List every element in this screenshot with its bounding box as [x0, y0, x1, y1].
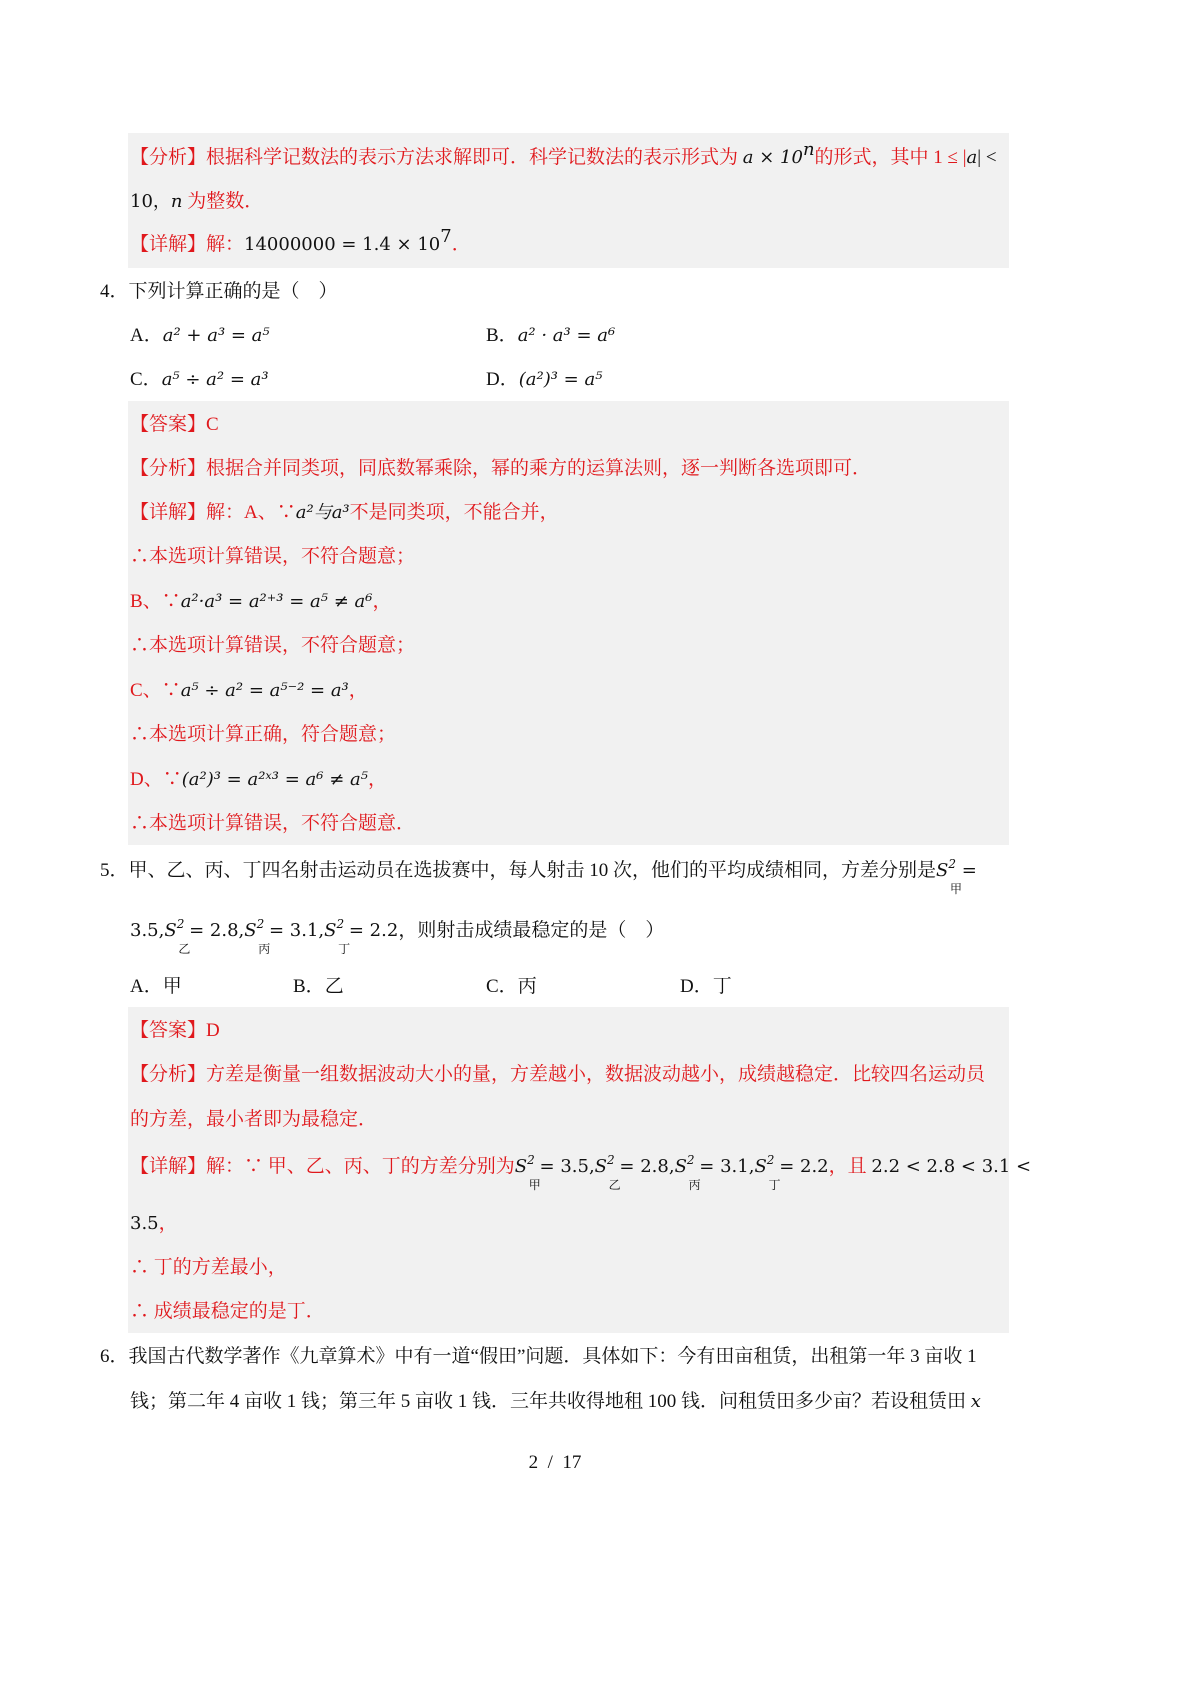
q3-analysis-line1: 【分析】根据科学记数法的表示方法求解即可．科学记数法的表示形式为 $a \times 10^n$的形式，其中 1 ≤ |a| < — [130, 139, 997, 168]
q5-option-d: D．丁 — [680, 976, 732, 997]
detail-label: 【详解】 — [130, 234, 207, 255]
q5-analysis-line2: 的方差，最小者即为最稳定． — [130, 1109, 378, 1130]
q5-stem-line2: $3.5,S^2$ 乙 = $2.8,S^2$ 丙 = $3.1,S^2$ 丁 = 2.2，则射击成绩最稳定的是（ ） — [130, 917, 665, 956]
q4-option-d: D．(a²)³ = a⁵ — [486, 369, 603, 390]
q5-analysis-line1: 【分析】方差是衡量一组数据波动大小的量，方差越小，数据波动越小，成绩越稳定．比较四名运动员 — [130, 1064, 986, 1085]
q5-conclusion1: ∴ 丁的方差最小， — [130, 1257, 287, 1278]
q5-stem-line1: 5．甲、乙、丙、丁四名射击运动员在选拔赛中，每人射击 10 次，他们的平均成绩相同，方差分别是$S^2$ 甲 = — [100, 857, 977, 896]
question-number: 4． — [100, 281, 129, 302]
q4-stem: 4．下列计算正确的是（ ） — [100, 281, 338, 302]
q4-detail-line-6: ∴本选项计算正确，符合题意； — [130, 724, 397, 745]
q3-analysis-line2: 10，n 为整数． — [130, 191, 264, 212]
q5-detail-line1: 【详解】解：∵ 甲、乙、丙、丁的方差分别为$S^2$ 甲 = $3.5,S^2$ 乙 = $2.8,S^2$ 丙 = $3.1,S^2$ 丁 = 2.2，且 2.2 < 2.8 < 3.1 < — [130, 1153, 1032, 1192]
q4-detail-line-3: B、∵a²·a³ = a²⁺³ = a⁵ ≠ a⁶， — [130, 591, 392, 612]
q4-option-c: C．a⁵ ÷ a² = a³ — [130, 369, 269, 390]
q5-option-c: C．丙 — [486, 976, 537, 997]
q5-option-b: B．乙 — [293, 976, 344, 997]
q4-answer: 【答案】C — [130, 414, 219, 435]
q5-detail-line2: 3.5， — [130, 1213, 178, 1234]
q4-detail-line-2: ∴本选项计算错误，不符合题意； — [130, 546, 416, 567]
q4-detail-line-4: ∴本选项计算错误，不符合题意； — [130, 635, 416, 656]
q6-line2: 钱；第二年 4 亩收 1 钱；第三年 5 亩收 1 钱．三年共收得地租 100 钱．问租赁田多少亩？若设租赁田 x — [130, 1391, 981, 1412]
q5-answer: 【答案】D — [130, 1020, 220, 1041]
q4-option-a: A．a² + a³ = a⁵ — [130, 325, 270, 346]
page-number: 2 / 17 — [528, 1452, 582, 1473]
q4-detail-line-8: ∴本选项计算错误，不符合题意． — [130, 813, 416, 834]
q5-option-a: A．甲 — [130, 976, 182, 997]
q4-option-b: B．a² · a³ = a⁶ — [486, 325, 616, 346]
q4-detail-line-1: 【详解】解：A、∵a²与a³不是同类项，不能合并， — [130, 502, 559, 523]
q3-detail-line: 【详解】解：$14000000 = 1.4 \times 10^7$． — [130, 226, 471, 255]
q4-detail-line-7: D、∵(a²)³ = a²ˣ³ = a⁶ ≠ a⁵， — [130, 769, 387, 790]
q4-detail-line-5: C、∵a⁵ ÷ a² = a⁵⁻² = a³， — [130, 680, 368, 701]
q6-line1: 6．我国古代数学著作《九章算术》中有一道“假田”问题．具体如下：今有田亩租赁，出租第一年 3 亩收 1 — [100, 1346, 977, 1367]
q5-conclusion2: ∴ 成绩最稳定的是丁． — [130, 1301, 325, 1322]
analysis-label: 【分析】 — [130, 147, 207, 168]
q4-analysis: 【分析】根据合并同类项，同底数幂乘除，幂的乘方的运算法则，逐一判断各选项即可． — [130, 458, 872, 479]
